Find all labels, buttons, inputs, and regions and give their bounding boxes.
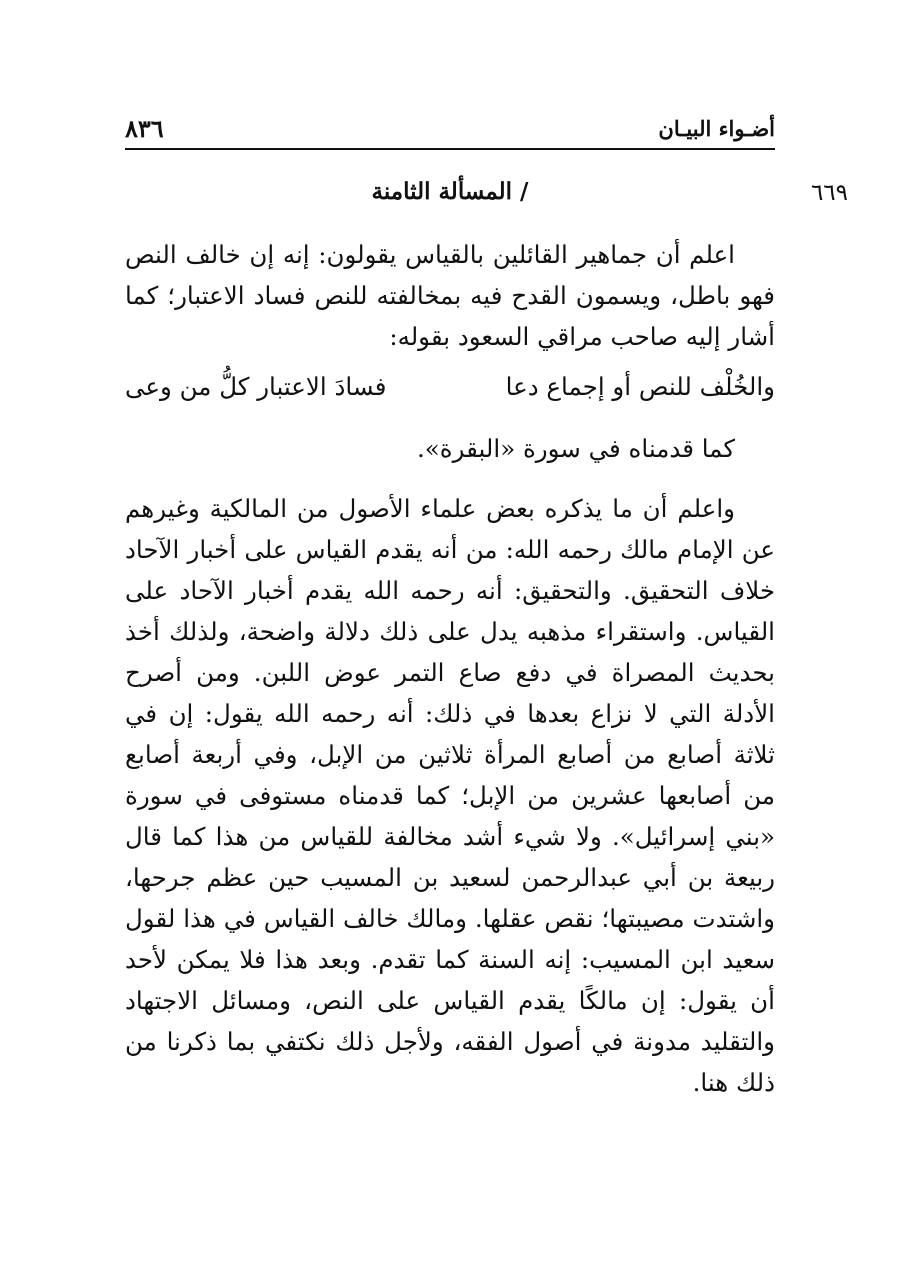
- poetry-verse: [125, 372, 775, 416]
- page-number: ٨٣٦: [125, 114, 164, 143]
- verse-second-hemistich: فسادَ الاعتبار كلُّ من وعى: [125, 372, 387, 401]
- verse-note: كما قدمناه في سورة «البقرة».: [417, 434, 735, 463]
- margin-page-number: ٦٦٩: [810, 180, 848, 206]
- intro-paragraph: اعلم أن جماهير القائلين بالقياس يقولون: إنه إن خالف النص فهو باطل، ويسمون القدح فيه بمخالفته للنص فساد الاعتبار؛ كما أشار إليه صاحب مراقي السعود بقوله:: [125, 240, 775, 351]
- header-rule: [125, 148, 775, 150]
- page-header: [125, 112, 775, 148]
- section-title: / المسألة الثامنة: [371, 178, 529, 205]
- verse-first-hemistich: والخُلْف للنص أو إجماع دعا: [505, 372, 775, 401]
- running-title: أضـواء البيـان: [658, 116, 775, 141]
- main-paragraph: واعلم أن ما يذكره بعض علماء الأصول من المالكية وغيرهم عن الإمام مالك رحمه الله: من أنه يقدم القياس على أخبار الآحاد خلاف التحقيق. والتحقيق: أنه رحمه الله يقدم أخبار الآحاد على القياس. واستقراء مذهبه يدل على ذلك دلالة واضحة، ولذلك أخذ بحديث المصراة في دفع صاع التمر عوض اللبن. ومن أصرح الأدلة التي لا نزاع بعدها في ذلك: أنه رحمه الله يقول: إن في ثلاثة أصابع من أصابع المرأة ثلاثين من الإبل، وفي أربعة أصابع من أصابعها عشرين من الإبل؛ كما قدمناه مستوفى في سورة «بني إسرائيل». ولا شيء أشد مخالفة للقياس من هذا كما قال ربيعة بن أبي عبدالرحمن لسعيد بن المسيب حين عظم جرحها، واشتدت مصيبتها؛ نقص عقلها. ومالك خالف القياس في هذا لقول سعيد ابن المسيب: إنه السنة كما تقدم. وبعد هذا فلا يمكن لأحد أن يقول: إن مالكًا يقدم القياس على النص، ومسائل الاجتهاد والتقليد مدونة في أصول الفقه، ولأجل ذلك نكتفي بما ذكرنا من ذلك هنا.: [125, 494, 775, 1097]
